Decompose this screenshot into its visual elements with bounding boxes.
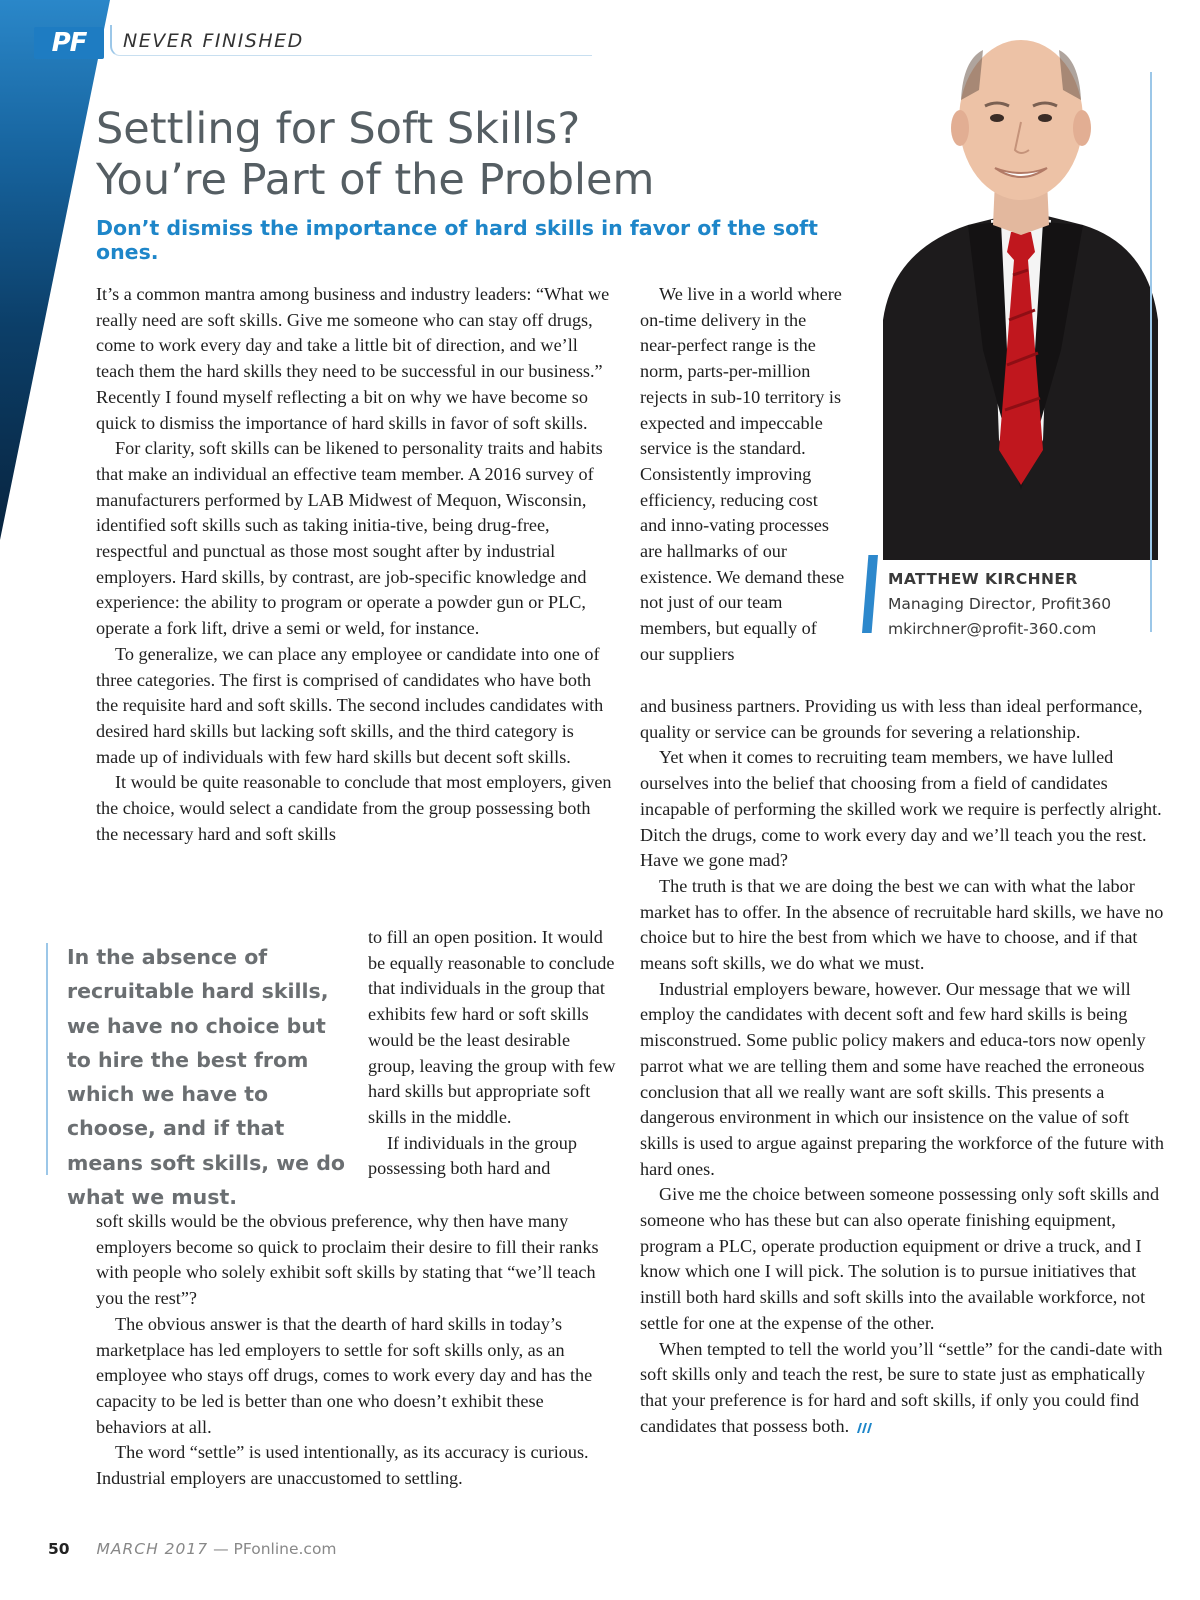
author-name: MATTHEW KIRCHNER [888,570,1078,588]
pf-logo-icon: PF [34,27,104,59]
column-2-narrow [640,282,845,668]
paragraph: The obvious answer is that the dearth of hard skills in today’s marketplace has led employers to settle for soft skills only, as an employee who stays off drugs, comes to work every day and has the capacity to be led is better than one who doesn’t exhibit these behaviors at all. [96,1313,593,1437]
closing-text: When tempted to tell the world you’ll “settle” for the candi-date with soft skills only and teach the rest, be sure to state just as emphatically that your preference is for hard and soft skills, if only you could find candidates that possess both. [640,1338,1163,1436]
column-2-main [640,694,1170,1439]
author-title: Managing Director, Profit360 [888,595,1112,613]
pull-quote: In the absence of recruitable hard skills, we have no choice but to hire the best from which we have to choose, and if that means soft skills, we do what we must. [67,945,345,1210]
paragraph-last [640,1337,1170,1440]
article-headline [96,104,856,206]
headline-line-2: You’re Part of the Problem [96,155,655,205]
column-1-bottom [96,1209,616,1492]
column-1-narrow [368,925,618,1182]
paragraph: It’s a common mantra among business and industry leaders: “What we really need are soft skills. Give me someone who can stay off drugs, come to work every day and take a little bit of direction, and we’ll teach them the hard skills they need to be successful in our business.” Recently I found myself reflecting a bit on why we have become so quick to dismiss the importance of hard skills in favor of soft skills. [96,284,610,433]
side-color-band [0,0,110,540]
paragraph: We live in a world where on-time delivery in the near-perfect range is the norm, parts-per-million rejects in sub-10 territory is expected and impeccable service is the standard. Consistently improving efficiency, reducing cost and inno-vating processes are hallmarks of our existence. We demand these not just of our team members, but equally of our suppliers [640,284,845,664]
paragraph: To generalize, we can place any employee or candidate into one of three categories. The first is comprised of candidates who have both the requisite hard and soft skills. The second includes candidates with desired hard skills but lacking soft skills, and the third category is made up of individuals with few hard skills but decent soft skills. [96,643,604,767]
author-byline [888,567,1111,642]
paragraph: For clarity, soft skills can be likened to personality traits and habits that make an individual an effective team member. A 2016 survey of manufacturers performed by LAB Midwest of Mequon, Wisconsin, identified soft skills such as taking initia-tive, being drug-free, respectful and punctual as those most sought after by industrial employers. Hard skills, by contrast, are job-specific knowledge and experience: the ability to program or operate a powder gun or PLC, operate a fork lift, drive a semi or weld, for instance. [96,438,603,639]
issue-date: MARCH 2017 [96,1540,209,1558]
paragraph: Yet when it comes to recruiting team members, we have lulled ourselves into the belief that choosing from a field of candidates incapable of performing the skilled work we require is perfectly alright. Ditch the drugs, come to work every day and we’ll teach you the rest. Have we gone mad? [640,747,1162,871]
paragraph: The truth is that we are doing the best we can with what the labor market has to offer. In the absence of recruitable hard skills, we have no choice but to hire the best from which we have to choose, and if that means soft skills, we do what we must. [640,875,1164,974]
section-name: NEVER FINISHED [123,30,304,52]
headline-line-1: Settling for Soft Skills? [96,104,581,154]
article-deck: Don’t dismiss the importance of hard skills in favor of the soft ones. [96,216,818,264]
page-footer [48,1540,337,1558]
byline-accent-bar [862,555,878,633]
paragraph: It would be quite reasonable to conclude that most employers, given the choice, would select a candidate from the group possessing both the necessary hard and soft skills [96,772,612,844]
paragraph: Industrial employers beware, however. Our message that we will employ the candidates with decent soft and few hard skills is being misconstrued. Some public policy makers and educa-tors now openly parrot what we are telling them and some have reached the erroneous conclusion that all we really want are soft skills. This presents a dangerous environment in which our insistence on the value of soft skills is used to argue against preparing the workforce of the future with hard ones. [640,978,1164,1179]
pull-quote-rule [46,943,48,1175]
page-number: 50 [48,1540,70,1558]
paragraph: If individuals in the group possessing both hard and [368,1132,577,1179]
site-name[interactable]: PFonline.com [233,1540,337,1558]
photo-rule [1150,72,1152,632]
paragraph: to fill an open position. It would be equally reasonable to conclude that individuals in the group that exhibits few hard or soft skills would be the least desirable group, leaving the group with few hard skills but appropriate soft skills in the middle. [368,927,616,1127]
paragraph: Give me the choice between someone possessing only soft skills and someone who has these but can also operate finishing equipment, program a PLC, operate production equipment or drive a truck, and I know which one I will pick. The solution is to pursue initiatives that instill both hard skills and soft skills into the available workforce, not settle for one at the expense of the other. [640,1184,1160,1333]
author-photo [883,20,1158,560]
column-1-top [96,282,616,847]
author-email[interactable]: mkirchner@profit-360.com [888,620,1097,638]
paragraph: and business partners. Providing us with less than ideal performance, quality or service can be grounds for severing a relationship. [640,696,1143,742]
footer-separator: — [213,1540,229,1558]
end-of-article-icon [855,1423,873,1433]
paragraph: The word “settle” is used intentionally, as its accuracy is curious. Industrial employers are unaccustomed to settling. [96,1442,589,1489]
paragraph: soft skills would be the obvious preference, why then have many employers become so quick to proclaim their desire to fill their ranks with people who solely exhibit soft skills by stating that “we’ll teach you the rest”? [96,1211,599,1309]
